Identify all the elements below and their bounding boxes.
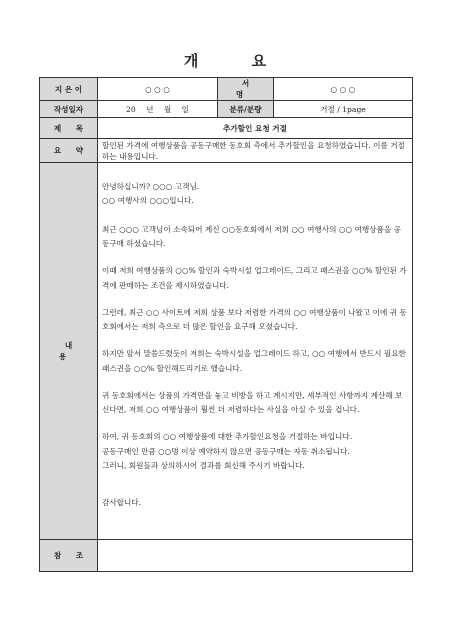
- content-body: [98, 163, 413, 540]
- subject-row: [40, 118, 413, 139]
- content-paragraph-2: 이때 저희 여행상품의 ○○% 할인과 숙박시설 업그레이드, 그리고 패스권을 ○○% 할인된 가격에 판매하는 조건을 제시하였습니다.: [102, 266, 407, 290]
- author-label: 지 은 이: [40, 78, 98, 101]
- author-value: ○ ○ ○: [98, 78, 218, 101]
- summary-row: [40, 139, 413, 163]
- author-row: [40, 78, 413, 101]
- reference-value: [98, 540, 413, 572]
- category-label: 분류/분량: [218, 101, 274, 118]
- date-value: 20 년 월 일: [98, 101, 218, 118]
- reply-request-line: 그러니, 회원들과 상의하시어 결과를 회신해 주시기 바랍니다.: [102, 461, 305, 470]
- closing-line: 감사합니다.: [102, 497, 142, 507]
- greeting-line: 안녕하십니까? ○○○ 고객님.: [102, 181, 200, 191]
- date-row: [40, 101, 413, 118]
- date-label: 작성일자: [40, 101, 98, 118]
- reference-label: 참 조: [40, 540, 98, 572]
- content-paragraph-6: [102, 430, 408, 474]
- reference-row: [40, 540, 413, 572]
- content-paragraph-4: 하지만 앞서 말씀드렸듯이 저희는 숙박시설을 업그레이드 하고, ○○ 여행에서 반드시 필요한 패스권을 ○○% 할인해드리기로 했습니다.: [102, 349, 406, 373]
- refusal-line: 하여, 귀 동호회의 ○○ 여행상품에 대한 추가할인요청을 거절하는 바입니다.: [102, 432, 353, 441]
- summary-form-table: [39, 77, 413, 572]
- content-paragraph-3: 그런데, 최근 ○○ 사이트에 저희 상품 보다 저렴한 가격의 ○○ 여행상품이 나왔고 이에 귀 동호회에서는 저희 측으로 더 많은 할인을 요구해 오셨습니다.: [102, 307, 407, 331]
- content-greeting: [102, 180, 408, 209]
- subject-value: 추가할인 요청 거절: [98, 118, 413, 139]
- document-title: 개 요: [183, 52, 291, 70]
- content-paragraph-1: 최근 ○○○ 고객님이 소속되어 계신 ○○동호회에서 저희 ○○ 여행사의 ○○ 여행상품을 공동구매 하셨습니다.: [102, 224, 401, 248]
- auto-cancel-line: 공동구매인 만큼 ○○명 이상 예약하지 않으면 공동구매는 자동 취소됩니다.: [102, 446, 350, 456]
- content-label: 내 용: [40, 163, 98, 540]
- category-value: 거절 / 1page: [274, 101, 413, 118]
- content-paragraph-5: 귀 동호회에서는 상품의 가격만을 놓고 비방을 하고 계시지만, 세부적인 사항까지 계산해 보신다면, 저희 ○○ 여행상품이 훨씬 더 저렴하다는 사실을 아실 수 있을 겁니다.: [102, 390, 403, 414]
- subject-label: 제 목: [40, 118, 98, 139]
- signature-value: ○ ○ ○: [274, 78, 413, 101]
- summary-value: 할인된 가격에 여행상품을 공동구매한 동호회 측에서 추가할인을 요청하였습니다. 이를 거절하는 내용입니다.: [98, 139, 413, 163]
- summary-label: 요 약: [40, 139, 98, 163]
- sender-line: ○○ 여행사의 ○○○입니다.: [102, 196, 194, 205]
- content-row: [40, 163, 413, 540]
- signature-label: 서 명: [218, 78, 274, 101]
